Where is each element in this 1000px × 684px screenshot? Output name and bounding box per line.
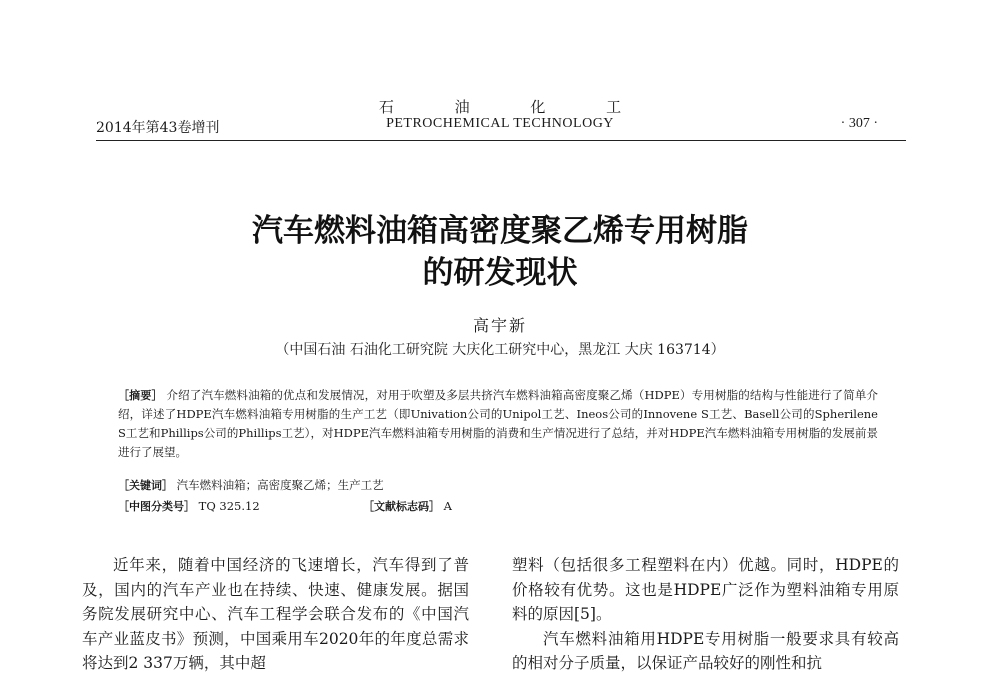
article-title-line-2: 的研发现状: [422, 255, 578, 291]
body-paragraph: 塑料（包括很多工程塑料在内）优越。同时，HDPE的价格较有优势。这也是HDPE广泛作为塑料油箱专用原料的原因[5]。: [512, 556, 899, 623]
author-name: 高宇新: [472, 316, 527, 335]
doc-code-value: A: [443, 499, 452, 513]
header-rule: [96, 140, 906, 141]
journal-title-english: PETROCHEMICAL TECHNOLOGY: [386, 116, 614, 131]
classification-line: [118, 497, 878, 516]
keywords: [118, 476, 878, 495]
page-number: · 307 ·: [840, 116, 878, 131]
abstract: [118, 386, 878, 462]
clc-value: TQ 325.12: [198, 499, 260, 513]
keywords-text: 汽车燃料油箱；高密度聚乙烯；生产工艺: [176, 478, 384, 492]
abstract-label: ［摘要］: [118, 389, 163, 402]
body-column-left: [82, 553, 469, 676]
issue-info: 2014年第43卷增刊: [96, 120, 220, 136]
abstract-text: 介绍了汽车燃料油箱的优点和发展情况，对用于吹塑及多层共挤汽车燃料油箱高密度聚乙烯（HDPE）专用树脂的结构与性能进行了简单介绍，详述了HDPE汽车燃料油箱专用树脂的生产工艺（即Univation公司的Unipol工艺、Ineos公司的Innovene S工艺、Basell公司的Spherilene S工艺和Phillips公司的Phillips工艺），对HDPE汽车燃料油箱专用树脂的消费和生产情况进行了总结，并对HDPE汽车燃料油箱专用树脂的发展前景进行了展望。: [118, 388, 879, 459]
body-column-right: [512, 553, 899, 676]
clc-label: ［中图分类号］: [118, 500, 195, 513]
journal-title-chinese: 石 油 化 工: [378, 98, 650, 116]
article-title-line-1: 汽车燃料油箱高密度聚乙烯专用树脂: [252, 213, 748, 249]
author-affiliation: （中国石油 石油化工研究院 大庆化工研究中心，黑龙江 大庆 163714）: [275, 342, 725, 358]
keywords-label: ［关键词］: [118, 479, 173, 492]
body-paragraph: 汽车燃料油箱用HDPE专用树脂一般要求具有较高的相对分子质量，以保证产品较好的刚性和抗: [512, 629, 899, 672]
body-paragraph: 近年来，随着中国经济的飞速增长，汽车得到了普及，国内的汽车产业也在持续、快速、健康发展。据国务院发展研究中心、汽车工程学会联合发布的《中国汽车产业蓝皮书》预测，中国乘用车2020年的年度总需求将达到2 337万辆，其中超: [82, 556, 469, 672]
doc-code-label: ［文献标志码］: [362, 500, 440, 513]
